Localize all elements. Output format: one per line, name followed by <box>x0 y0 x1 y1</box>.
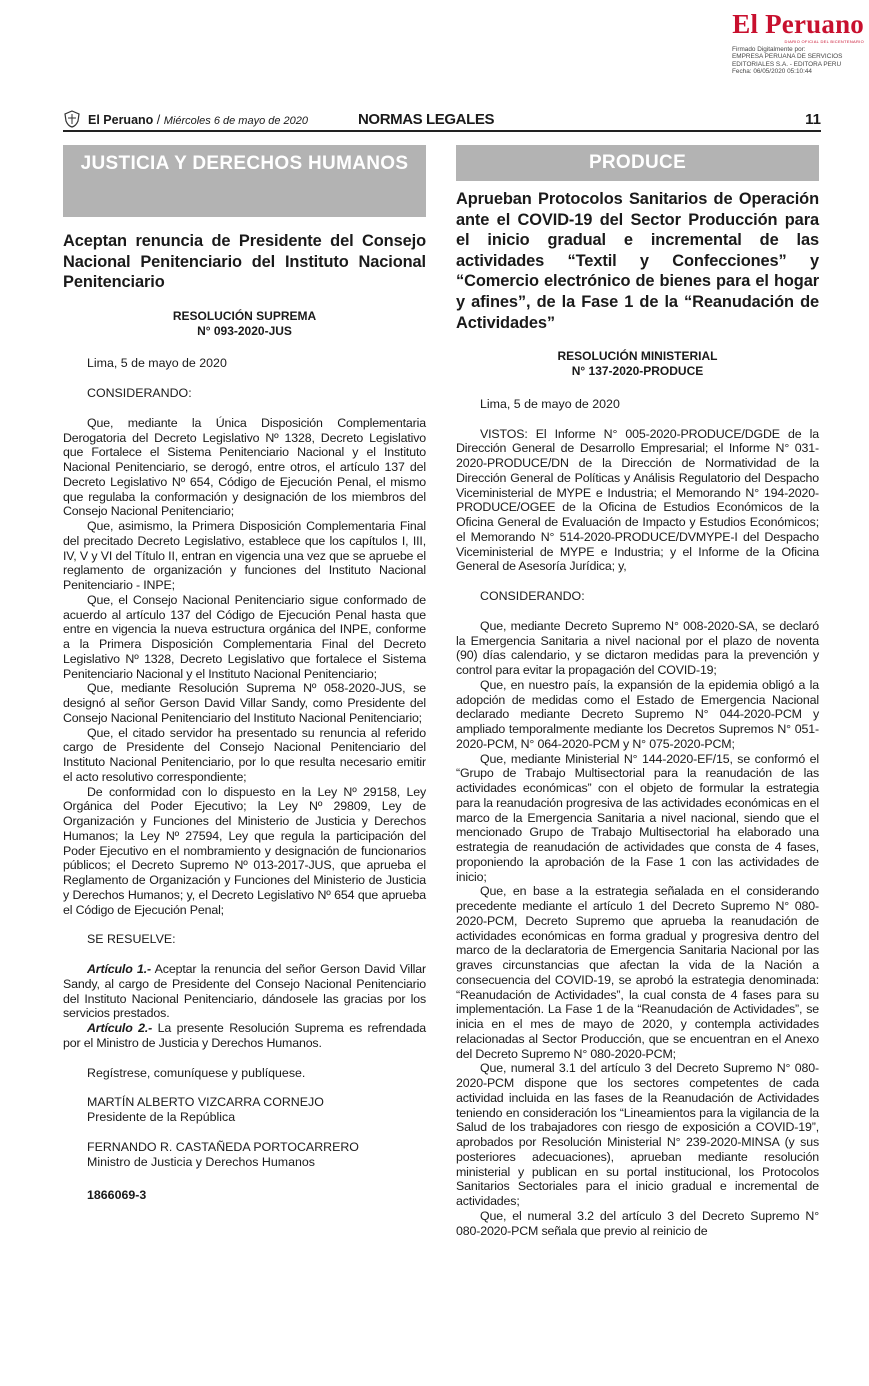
section-banner-produce: PRODUCE <box>456 145 819 181</box>
resolution-type: RESOLUCIÓN SUPREMA <box>172 308 317 323</box>
header-section: NORMAS LEGALES <box>358 111 495 128</box>
signature-line: Fecha: 06/05/2020 05:10:44 <box>732 68 812 76</box>
resolution-number: N° 137-2020-PRODUCE <box>571 363 704 378</box>
resolution-number: N° 093-2020-JUS <box>197 323 292 338</box>
article-title-right: Aprueban Protocolos Sanitarios de Operación ante el COVID-19 del Sector Producción para el inicio gradual e incremental de las actividades “Textil y Confecciones” y “Comercio electrónico de bienes para el hogar y afines”, de la Fase 1 de la “Reanudación de Actividades” <box>456 190 819 332</box>
coat-of-arms-icon <box>63 110 81 128</box>
section-banner-justicia: JUSTICIA Y DERECHOS HUMANOS <box>63 145 426 217</box>
article-1-label: Artículo 1.- <box>87 962 151 977</box>
logo-title: El Peruano <box>732 9 864 39</box>
digital-signature <box>732 46 862 76</box>
signer-2 <box>63 1140 426 1170</box>
paragraph: Que, numeral 3.1 del artículo 3 del Decreto Supremo N° 080-2020-PCM dispone que los sectores competentes de cada actividad incluida en las fases de la Reanudación de Actividades teniendo en consideración los “Lineamientos para la vigilancia de la Salud de los trabajadores con riesgo de exposición a COVID-19”, aprobados por Resolución Ministerial N° 239-2020-MINSA (y sus posteriores adecuaciones), aprueban mediante resolución ministerial y publican en su portal institucional, los Protocolos Sanitarios Sectoriales para el inicio gradual e incremental de actividades; <box>456 1061 819 1208</box>
paragraph: Que, mediante Decreto Supremo N° 008-2020-SA, se declaró la Emergencia Sanitaria a nivel nacional por el plazo de noventa (90) días calendario, y se dictaron medidas para la prevención y control para evitar la propagación del COVID-19; <box>456 618 819 677</box>
publication-code: 1866069-3 <box>87 1188 147 1203</box>
vistos-paragraph: VISTOS: El Informe N° 005-2020-PRODUCE/DGDE de la Dirección General de Desarrollo Empresarial; el Informe N° 031-2020-PRODUCE/DN de la Dirección de Normatividad de la Dirección General de Políticas y Análisis Regulatorio del Despacho Viceministerial de MYPE e Industria; el Memorando N° 194-2020-PRODUCE/OGEE de la Oficina de Estudios Económicos de la Oficina General de Evaluación de Impacto y Estudios Económicos; el Memorando N° 514-2020-PRODUCE/DVMYPE-I del Despacho Viceministerial de MYPE e Industria; y el Informe de la Oficina General de Asesoría Jurídica; y, <box>456 426 819 574</box>
paragraph: Que, el Consejo Nacional Penitenciario sigue conformado de acuerdo al artículo 137 del Código de Ejecución Penal hasta que entre en vigencia la nueva estructura orgánica del INPE, conforme a la Primera Disposición Complementaria Final del Decreto Legislativo Nº 1328, Decreto Legislativo que fortalece el Sistema Penitenciario Nacional y el Instituto Nacional Penitenciario; <box>63 592 426 681</box>
resolution-heading-left <box>63 309 426 339</box>
place-date: Lima, 5 de mayo de 2020 <box>480 396 620 411</box>
signer-name: FERNANDO R. CASTAÑEDA PORTOCARRERO <box>87 1139 359 1154</box>
el-peruano-logo <box>704 10 864 44</box>
article-2-label: Artículo 2.- <box>87 1021 153 1036</box>
signature-line: EDITORIALES S.A. - EDITORA PERU <box>732 60 842 68</box>
page-number: 11 <box>805 111 821 128</box>
right-column <box>456 145 819 1238</box>
considering-label: CONSIDERANDO: <box>87 386 192 401</box>
signer-name: MARTÍN ALBERTO VIZCARRA CORNEJO <box>87 1095 324 1110</box>
paragraph: Que, en nuestro país, la expansión de la epidemia obligó a la adopción de medidas como el Estado de Emergencia Nacional declarado mediante Decreto Supremo N° 044-2020-PCM y ampliado temporalmente mediante los Decretos Supremos N° 051-2020-PCM, N° 064-2020-PCM y N° 075-2020-PCM; <box>456 677 819 751</box>
header-paper-date: El Peruano / Miércoles 6 de mayo de 2020 <box>88 113 309 127</box>
paragraph: Que, mediante la Única Disposición Complementaria Derogatoria del Decreto Legislativo Nº 1328, Decreto Legislativo que Fortalece el Sistema Penitenciario Nacional y el Instituto Nacional Penitenciario, se derogó, entre otros, el artículo 137 del Decreto Legislativo Nº 654, Código de Ejecución Penal, el mismo que regulaba la conformación y designación de los miembros del Consejo Nacional Penitenciario; <box>63 415 426 519</box>
signature-line: EMPRESA PERUANA DE SERVICIOS <box>732 53 843 61</box>
paragraph: Que, mediante Ministerial N° 144-2020-EF/15, se conformó el “Grupo de Trabajo Multisectorial para la reanudación de las actividades económicas” con el objeto de formular la estrategia para la reanudación progresiva de las actividades económicas en el marco de la Emergencia Sanitaria a nivel nacional, siendo que el mencionado Grupo de Trabajo Multisectorial ha elaborado una estrategia de reanudación de actividades que consta de 4 fases, proponiendo la aprobación de la Fase 1 con las actividades de inicio; <box>456 751 819 884</box>
page-header <box>63 108 821 132</box>
paragraph: Que, mediante Resolución Suprema Nº 058-2020-JUS, se designó al señor Gerson David Villar Sandy, como Presidente del Consejo Nacional Penitenciario del Instituto Nacional Penitenciario; <box>63 681 426 725</box>
resolves-label: SE RESUELVE: <box>87 932 176 947</box>
paragraph: De conformidad con lo dispuesto en la Ley Nº 29158, Ley Orgánica del Poder Ejecutivo; la Ley Nº 29809, Ley de Organización y Funciones del Ministerio de Justicia y Derechos Humanos; la Ley Nº 27594, Ley que regula la participación del Poder Ejecutivo en el nombramiento y designación de funcionarios públicos; el Decreto Supremo Nº 013-2017-JUS, que aprueba el Reglamento de Organización y Funciones del Ministerio de Justicia y Derechos Humanos; y, el Decreto Legislativo Nº 654 que aprueba el Código de Ejecución Penal; <box>63 784 426 917</box>
logo-subtitle: DIARIO OFICIAL DEL BICENTENARIO <box>784 39 864 44</box>
signer-role: Ministro de Justicia y Derechos Humanos <box>87 1154 315 1169</box>
paragraph: Que, el numeral 3.2 del artículo 3 del Decreto Supremo N° 080-2020-PCM señala que previo al reinicio de <box>456 1208 819 1238</box>
header-paper: El Peruano <box>88 113 154 127</box>
signer-1 <box>63 1095 426 1125</box>
article-title-left: Aceptan renuncia de Presidente del Consejo Nacional Penitenciario del Instituto Nacional Penitenciario <box>63 232 426 292</box>
article-1-text: Aceptar la renuncia del señor Gerson David Villar Sandy, al cargo de Presidente del Consejo Nacional Penitenciario del Instituto Nacional Penitenciario, dándosele las gracias por los servicios prestados. <box>63 962 426 1021</box>
place-date: Lima, 5 de mayo de 2020 <box>87 356 227 371</box>
paragraph: Que, en base a la estrategia señalada en el considerando precedente mediante el artículo 1 del Decreto Supremo N° 080-2020-PCM, Decreto Supremo que aprueba la reanudación de actividades económicas en forma gradual y progresiva dentro del marco de la declaratoria de Emergencia Sanitaria Nacional por las graves circunstancias que afectan la vida de la Nación a consecuencia del COVID-19, se aprobó la estrategia denominada: “Reanudación de Actividades”, la cual consta de 4 fases para su implementación. La Fase 1 de la “Reanudación de Actividades”, se inicia en el mes de mayo de 2020, y contempla actividades relacionadas al Sector Producción, que se encuentran en el Anexo del Decreto Supremo N° 080-2020-PCM; <box>456 884 819 1061</box>
paragraph: Que, asimismo, la Primera Disposición Complementaria Final del precitado Decreto Legislativo, establece que los capítulos I, III, IV, V y VI del Título II, entran en vigencia una vez que se apruebe el reglamento de organización y funciones del Instituto Nacional Penitenciario - INPE; <box>63 519 426 593</box>
article-2-text: La presente Resolución Suprema es refrendada por el Ministro de Justicia y Derechos Humanos. <box>63 1021 426 1050</box>
resolution-type: RESOLUCIÓN MINISTERIAL <box>557 349 718 364</box>
left-column <box>63 145 426 1202</box>
header-date: Miércoles 6 de mayo de 2020 <box>163 115 309 127</box>
signature-line: Firmado Digitalmente por: <box>732 46 806 53</box>
signer-role: Presidente de la República <box>87 1110 236 1125</box>
paragraph: Que, el citado servidor ha presentado su renuncia al referido cargo de Presidente del Consejo Nacional Penitenciario del Instituto Nacional Penitenciario, por lo que resulta necesario emitir el acto resolutivo correspondiente; <box>63 725 426 784</box>
article-1 <box>63 962 426 1021</box>
resolution-heading-right <box>456 349 819 379</box>
closing-formula: Regístrese, comuníquese y publíquese. <box>87 1065 306 1080</box>
article-2 <box>63 1021 426 1051</box>
considering-label: CONSIDERANDO: <box>480 589 585 603</box>
